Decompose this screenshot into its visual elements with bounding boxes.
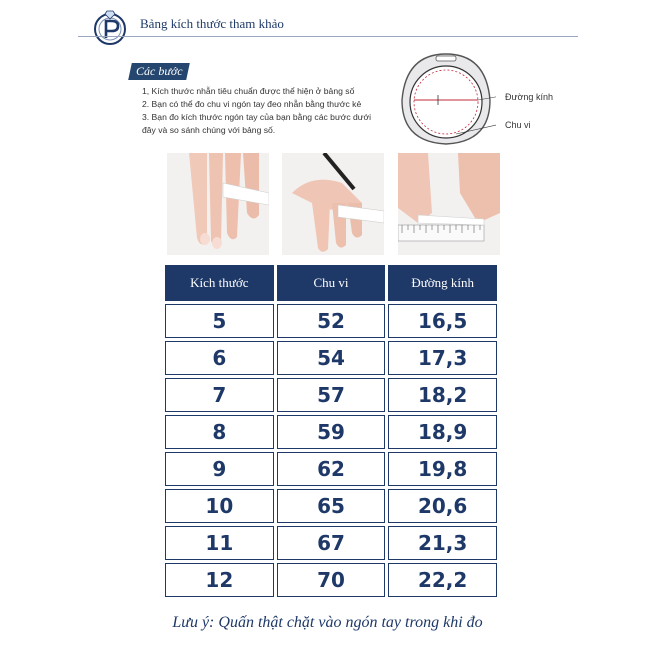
header-diameter: Đường kính [388, 265, 497, 301]
step-3-continued: đây và so sánh chúng với bảng số. [142, 125, 276, 135]
diameter-label: Đường kính [505, 92, 553, 102]
ring-diagram [396, 50, 496, 148]
logo-icon [91, 8, 129, 46]
header-circumference: Chu vi [277, 265, 386, 301]
cell-circumference: 65 [277, 489, 386, 523]
table-row [165, 489, 497, 523]
cell-diameter: 22,2 [388, 563, 497, 597]
table-row [165, 526, 497, 560]
cell-diameter: 16,5 [388, 304, 497, 338]
photo-mark-strip [282, 153, 384, 255]
circumference-label: Chu vi [505, 120, 531, 130]
hand-wrap-illustration [167, 153, 269, 255]
size-table-container [162, 262, 500, 600]
cell-circumference: 57 [277, 378, 386, 412]
table-row [165, 452, 497, 486]
cell-diameter: 18,2 [388, 378, 497, 412]
steps-badge-label: Các bước [136, 64, 183, 78]
table-header-row [165, 265, 497, 301]
table-row [165, 378, 497, 412]
cell-size: 7 [165, 378, 274, 412]
photo-wrap-finger [167, 153, 269, 255]
cell-circumference: 52 [277, 304, 386, 338]
cell-circumference: 54 [277, 341, 386, 375]
cell-circumference: 62 [277, 452, 386, 486]
cell-diameter: 19,8 [388, 452, 497, 486]
cell-size: 12 [165, 563, 274, 597]
measurement-note: Lưu ý: Quấn thật chặt vào ngón tay trong khi đo [172, 614, 483, 631]
cell-diameter: 20,6 [388, 489, 497, 523]
cell-circumference: 59 [277, 415, 386, 449]
table-row [165, 304, 497, 338]
table-row [165, 415, 497, 449]
step-1: 1, Kích thước nhẫn tiêu chuẩn được thể hiện ở bảng số [142, 86, 355, 96]
table-row [165, 563, 497, 597]
cell-diameter: 17,3 [388, 341, 497, 375]
step-3: 3. Bạn đo kích thước ngón tay của bạn bằng các bước dưới [142, 112, 372, 122]
cell-size: 5 [165, 304, 274, 338]
step-2: 2. Bạn có thể đo chu vi ngón tay đeo nhẫn bằng thước kẻ [142, 99, 362, 109]
header-size: Kích thước [165, 265, 274, 301]
cell-circumference: 70 [277, 563, 386, 597]
page-title: Bảng kích thước tham khảo [140, 16, 284, 31]
cell-size: 11 [165, 526, 274, 560]
size-table [162, 262, 500, 600]
cell-size: 6 [165, 341, 274, 375]
cell-diameter: 21,3 [388, 526, 497, 560]
table-row [165, 341, 497, 375]
header-divider [78, 36, 578, 37]
cell-size: 8 [165, 415, 274, 449]
cell-size: 9 [165, 452, 274, 486]
ruler-measure-illustration [398, 153, 500, 255]
hand-mark-illustration [282, 153, 384, 255]
cell-diameter: 18,9 [388, 415, 497, 449]
cell-size: 10 [165, 489, 274, 523]
photo-measure-ruler [398, 153, 500, 255]
cell-circumference: 67 [277, 526, 386, 560]
